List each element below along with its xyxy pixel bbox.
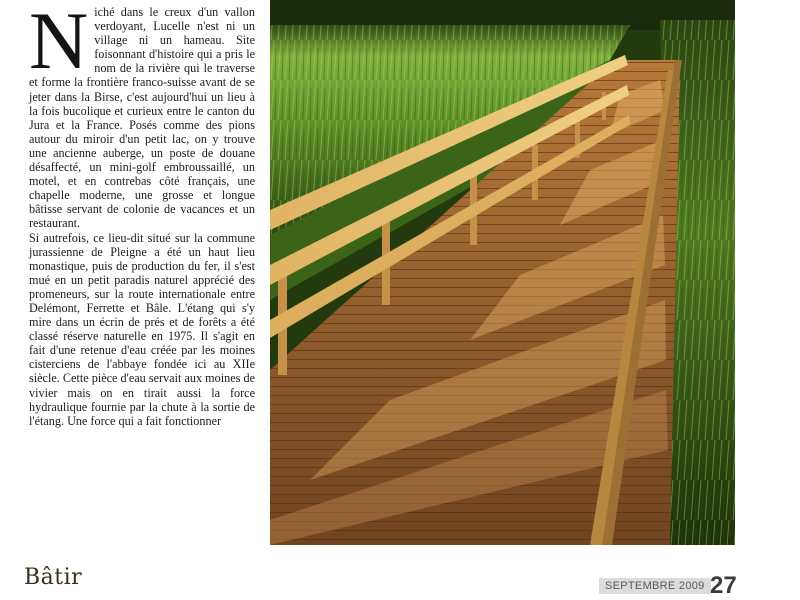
article-paragraph-1: iché dans le creux d'un vallon verdoyant, Lucelle n'est ni un village ni un hameau. Site foisonnant d'histoire qui a pris le nom de la rivière qui le traverse et forme la frontière franco-suisse avant de se jeter dans la Birse, c'est aujourd'hui un lieu à la fois bucolique et curieux entre le canton du Jura et la France. Posés comme des pions autour du miroir d'un petit lac, on y trouve une ancienne auberge, un poste de douane désaffecté, un mini-golf embroussaillé, un motel, et en contrebas côté français, une chapelle moderne, une grosse et longue bâtisse servant de colonie de vacances et un restaurant. <box>29 5 255 231</box>
issue-date: SEPTEMBRE 2009 <box>599 578 711 594</box>
drop-cap: N <box>29 0 89 86</box>
article-text-column <box>29 0 255 428</box>
magazine-title: Bâtir <box>24 565 83 590</box>
article-paragraph-2: Si autrefois, ce lieu-dit situé sur la commune jurassienne de Pleigne a été un haut lieu monastique, puis de production du fer, il s'est mué en un petit paradis naturel apprécié des promeneurs, sur la route internationale entre Delémont, Ferrette et Bâle. L'étang qui s'y mire dans un écrin de prés et de forêts a été classé réserve naturelle en 1975. Il s'agit en fait d'une retenue d'eau créée par les moines cisterciens de l'abbaye fondée ici au XIIe siècle. Cette pièce d'eau servait aux moines de vivier mais on en tirait aussi la force hydraulique fournie par la chute à la sortie de l'étang. Une force qui a fait fonctionner <box>29 230 255 428</box>
page-number: 27 <box>710 572 737 599</box>
boardwalk-photo <box>270 0 735 545</box>
